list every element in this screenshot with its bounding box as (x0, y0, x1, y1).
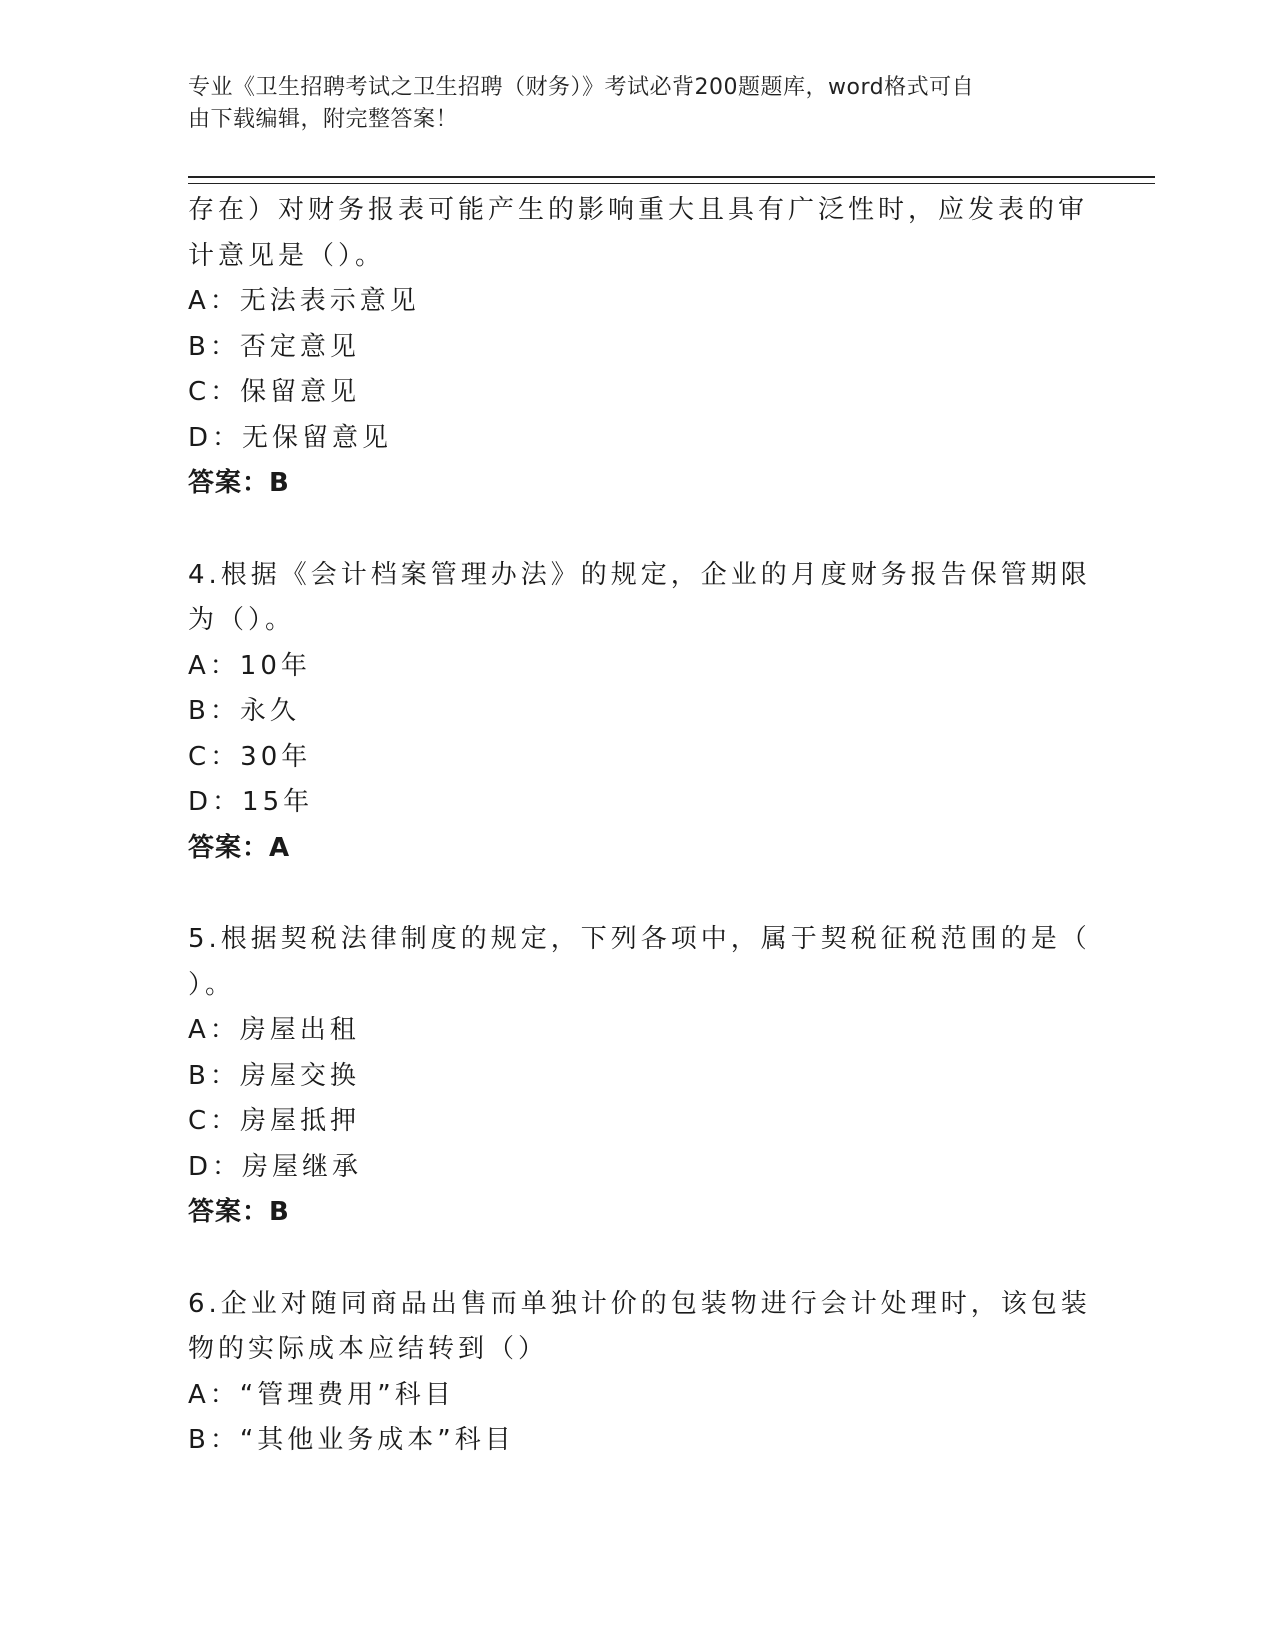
question-spacer (188, 871, 1068, 917)
question-list (188, 188, 1091, 1464)
option-a: A：“管理费用”科目 (188, 1379, 455, 1410)
option-b: B：房屋交换 (188, 1060, 360, 1091)
answer-line: 答案：A (188, 832, 291, 863)
option-c: C：30年 (188, 741, 312, 772)
question-spacer (188, 1236, 1068, 1282)
question-spacer (188, 507, 1068, 553)
question-4 (188, 553, 1091, 872)
option-c: C：保留意见 (188, 377, 361, 407)
question-stem-line: 6.企业对随同商品出售而单独计价的包装物进行会计处理时，该包装 (188, 1288, 1091, 1319)
option-a: A：10年 (188, 650, 311, 681)
option-b: B：永久 (188, 696, 300, 726)
option-b: B：“其他业务成本”科目 (188, 1425, 515, 1455)
question-6 (188, 1282, 1091, 1464)
question-stem-line: 4.根据《会计档案管理办法》的规定，企业的月度财务报告保管期限 (188, 559, 1091, 590)
answer-line: 答案：B (188, 468, 290, 498)
option-b: B：否定意见 (188, 331, 360, 362)
header-divider (188, 176, 1155, 184)
question-3 (188, 188, 1089, 507)
header-line-2: 由下载编辑，附完整答案！ (188, 107, 459, 132)
answer-line: 答案：B (188, 1197, 290, 1227)
question-stem-line: 存在）对财务报表可能产生的影响重大且具有广泛性时，应发表的审 (188, 195, 1089, 225)
option-d: D：房屋继承 (188, 1151, 363, 1182)
document-header (188, 72, 1068, 136)
option-d: D：15年 (188, 787, 314, 817)
question-5 (188, 917, 1091, 1236)
option-a: A：无法表示意见 (188, 286, 420, 316)
question-stem-line: 计意见是（）。 (188, 240, 386, 271)
option-a: A：房屋出租 (188, 1015, 360, 1045)
header-line-1: 专业《卫生招聘考试之卫生招聘（财务）》考试必背200题题库，word格式可自 (188, 75, 975, 100)
question-stem-line: 5.根据契税法律制度的规定，下列各项中，属于契税征税范围的是（ (188, 924, 1091, 954)
option-c: C：房屋抵押 (188, 1106, 361, 1136)
question-stem-line: ）。 (188, 969, 236, 1000)
question-stem-line: 物的实际成本应结转到（） (188, 1334, 549, 1364)
question-stem-line: 为（）。 (188, 605, 296, 635)
option-d: D：无保留意见 (188, 422, 393, 453)
